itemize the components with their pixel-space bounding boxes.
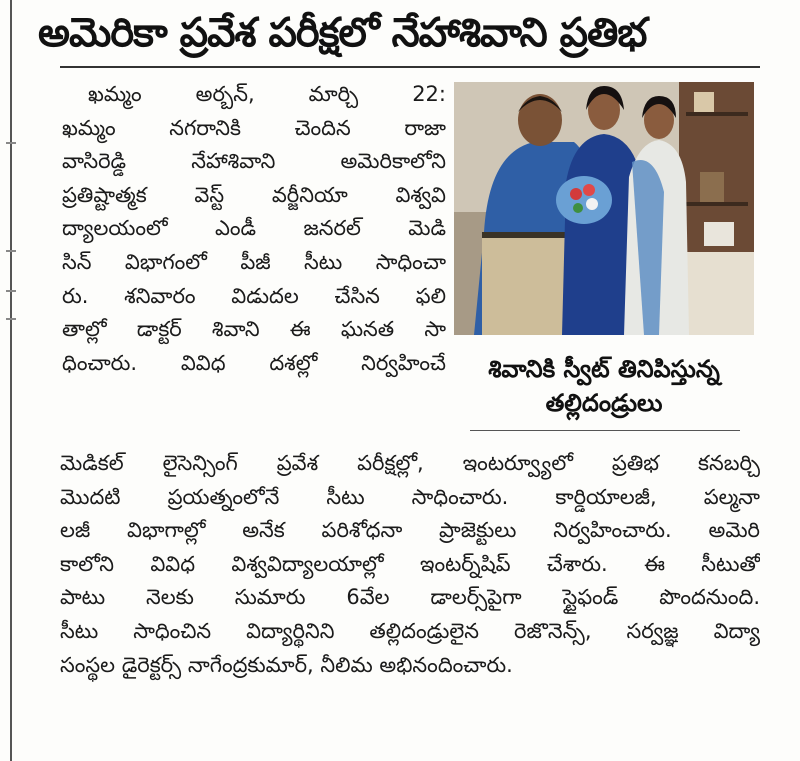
article-body-lower bbox=[60, 447, 760, 682]
article-body-upper bbox=[62, 78, 446, 380]
body-line: తాల్లో డాక్టర్ శివాని ఈ ఘనత సా bbox=[62, 317, 446, 342]
caption-rule bbox=[470, 430, 740, 431]
body-line: మొదటి ప్రయత్నంలోనే సీటు సాధించారు. కార్డియాలజీ, పల్మనా bbox=[60, 484, 760, 509]
body-line: మెడికల్ లైసెన్సింగ్ ప్రవేశ పరీక్షల్లో, ఇంటర్వ్యూలో ప్రతిభ కనబర్చి bbox=[60, 451, 760, 475]
column-tick bbox=[6, 142, 16, 144]
body-line: ద్యాలయంలో ఎండీ జనరల్ మెడి bbox=[62, 216, 446, 241]
body-line: ధించారు. వివిధ దశల్లో నిర్వహించే bbox=[62, 350, 446, 375]
family-photo-illustration bbox=[454, 82, 754, 335]
column-tick bbox=[6, 290, 16, 292]
headline-rule bbox=[60, 66, 760, 68]
column-rule bbox=[10, 0, 12, 761]
body-line: పాటు నెలకు సుమారు 6వేల డాలర్స్‌పైగా స్టైఫండ్ పొందనుంది. bbox=[60, 585, 760, 610]
body-line: సిన్ విభాగంలో పీజీ సీటు సాధించా bbox=[62, 249, 446, 274]
photo-caption-line2: తల్లిదండ్రులు bbox=[545, 389, 663, 417]
body-line: వాసిరెడ్డి నేహాశివాని అమెరికాలోని bbox=[62, 149, 446, 174]
photo-caption-line1: శివానికి స్వీట్ తినిపిస్తున్న bbox=[488, 355, 720, 383]
body-line: రు. శనివారం విడుదల చేసిన ఫలి bbox=[62, 283, 446, 308]
body-line: సీటు సాధించిన విద్యార్థినిని తల్లిదండ్రులైన రెజొనెన్స్, సర్వజ్ఞ విద్యా bbox=[60, 618, 760, 643]
body-line-last: సంస్థల డైరెక్టర్స్ నాగేంద్రకుమార్, నీలిమ అభినందించారు. bbox=[60, 652, 513, 677]
news-photo bbox=[454, 82, 754, 335]
dateline: ఖమ్మం అర్బన్, మార్చి 22: bbox=[88, 82, 446, 106]
body-line: కాలోని వివిధ విశ్వవిద్యాలయాల్లో ఇంటర్న్‌షిప్ చేశారు. ఈ సీటుతో bbox=[60, 551, 760, 576]
column-tick bbox=[6, 250, 16, 252]
column-tick bbox=[6, 318, 16, 320]
headline: అమెరికా ప్రవేశ పరీక్షలో నేహాశివాని ప్రతిభ bbox=[38, 10, 647, 56]
body-line: ప్రతిష్టాత్మక వెస్ట్ వర్జీనియా విశ్వవి bbox=[62, 182, 446, 207]
body-line: ఖమ్మం నగరానికి చెందిన రాజా bbox=[62, 115, 446, 140]
body-line: లజీ విభాగాల్లో అనేక పరిశోధనా ప్రాజెక్టులు నిర్వహించారు. అమెరి bbox=[60, 518, 760, 543]
